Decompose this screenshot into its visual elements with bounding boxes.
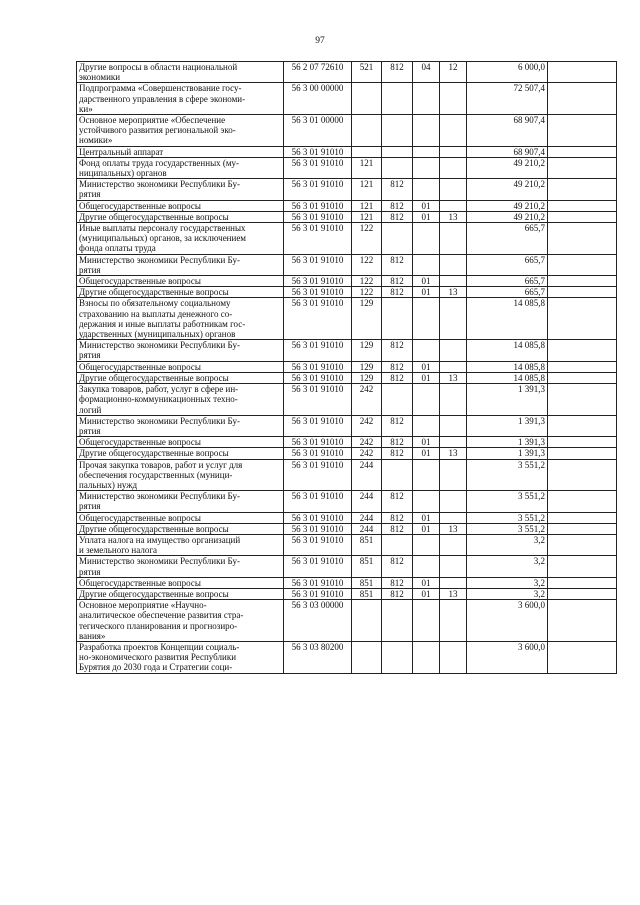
row-grbs-cell: 812 [382, 276, 413, 287]
row-expense-type-cell: 122 [352, 223, 382, 255]
row-amount-cell: 14 085,8 [467, 361, 548, 372]
row-section-cell [413, 415, 440, 436]
row-csr-code-cell: 56 2 07 72610 [284, 62, 352, 83]
row-expense-type-cell: 851 [352, 556, 382, 577]
row-subsection-cell: 13 [440, 372, 467, 383]
row-empty-cell [548, 340, 617, 361]
row-csr-code-cell: 56 3 01 91010 [284, 512, 352, 523]
row-name-cell: Общегосударственные вопросы [77, 512, 284, 523]
row-name-cell: Прочая закупка товаров, работ и услуг для обеспечения государственных (муници- пальных) нужд [77, 459, 284, 491]
row-csr-code-cell: 56 3 01 91010 [284, 179, 352, 200]
table-row [77, 459, 617, 491]
row-subsection-cell [440, 361, 467, 372]
row-section-cell [413, 115, 440, 147]
budget-table [76, 61, 617, 674]
row-empty-cell [548, 146, 617, 157]
row-empty-cell [548, 115, 617, 147]
table-row [77, 287, 617, 298]
table-row [77, 523, 617, 534]
row-subsection-cell [440, 83, 467, 115]
row-name-cell: Министерство экономики Республики Бу- рятия [77, 491, 284, 512]
row-grbs-cell: 812 [382, 415, 413, 436]
row-empty-cell [548, 448, 617, 459]
row-amount-cell: 3,2 [467, 588, 548, 599]
row-empty-cell [548, 287, 617, 298]
row-grbs-cell: 812 [382, 254, 413, 275]
row-subsection-cell [440, 157, 467, 178]
row-empty-cell [548, 491, 617, 512]
row-grbs-cell [382, 384, 413, 416]
row-name-cell: Общегосударственные вопросы [77, 361, 284, 372]
row-grbs-cell [382, 157, 413, 178]
row-csr-code-cell: 56 3 01 91010 [284, 298, 352, 340]
row-name-cell: Общегосударственные вопросы [77, 276, 284, 287]
row-section-cell: 01 [413, 372, 440, 383]
row-empty-cell [548, 556, 617, 577]
table-body [77, 62, 617, 674]
row-expense-type-cell: 129 [352, 372, 382, 383]
row-csr-code-cell: 56 3 01 91010 [284, 448, 352, 459]
row-amount-cell: 3,2 [467, 534, 548, 555]
row-name-cell: Другие общегосударственные вопросы [77, 588, 284, 599]
table-row [77, 600, 617, 642]
table-row [77, 223, 617, 255]
row-amount-cell: 49 210,2 [467, 200, 548, 211]
row-amount-cell: 49 210,2 [467, 179, 548, 200]
table-row [77, 83, 617, 115]
row-subsection-cell [440, 459, 467, 491]
row-section-cell [413, 83, 440, 115]
row-subsection-cell: 12 [440, 62, 467, 83]
table-row [77, 437, 617, 448]
row-csr-code-cell: 56 3 01 91010 [284, 577, 352, 588]
row-amount-cell: 49 210,2 [467, 211, 548, 222]
row-grbs-cell: 812 [382, 448, 413, 459]
row-empty-cell [548, 641, 617, 673]
row-name-cell: Другие общегосударственные вопросы [77, 211, 284, 222]
row-empty-cell [548, 437, 617, 448]
table-row [77, 491, 617, 512]
row-empty-cell [548, 415, 617, 436]
row-name-cell: Другие общегосударственные вопросы [77, 448, 284, 459]
row-amount-cell: 3 600,0 [467, 600, 548, 642]
row-grbs-cell: 812 [382, 340, 413, 361]
row-name-cell: Другие общегосударственные вопросы [77, 287, 284, 298]
row-section-cell [413, 384, 440, 416]
row-subsection-cell [440, 577, 467, 588]
row-empty-cell [548, 179, 617, 200]
row-empty-cell [548, 588, 617, 599]
table-row [77, 62, 617, 83]
row-csr-code-cell: 56 3 01 91010 [284, 556, 352, 577]
row-subsection-cell [440, 384, 467, 416]
row-grbs-cell [382, 115, 413, 147]
row-grbs-cell: 812 [382, 556, 413, 577]
row-section-cell [413, 556, 440, 577]
row-name-cell: Общегосударственные вопросы [77, 577, 284, 588]
row-section-cell: 01 [413, 211, 440, 222]
row-amount-cell: 665,7 [467, 223, 548, 255]
row-amount-cell: 1 391,3 [467, 384, 548, 416]
table-row [77, 361, 617, 372]
row-expense-type-cell: 851 [352, 588, 382, 599]
row-subsection-cell [440, 115, 467, 147]
row-amount-cell: 3 600,0 [467, 641, 548, 673]
row-section-cell: 01 [413, 200, 440, 211]
row-amount-cell: 68 907,4 [467, 115, 548, 147]
row-amount-cell: 49 210,2 [467, 157, 548, 178]
row-csr-code-cell: 56 3 01 91010 [284, 223, 352, 255]
row-subsection-cell [440, 491, 467, 512]
row-section-cell: 01 [413, 361, 440, 372]
row-section-cell [413, 179, 440, 200]
table-row [77, 179, 617, 200]
table-row [77, 157, 617, 178]
row-csr-code-cell: 56 3 01 91010 [284, 415, 352, 436]
row-empty-cell [548, 200, 617, 211]
row-subsection-cell [440, 340, 467, 361]
row-amount-cell: 68 907,4 [467, 146, 548, 157]
row-name-cell: Общегосударственные вопросы [77, 437, 284, 448]
row-name-cell: Министерство экономики Республики Бу- рятия [77, 254, 284, 275]
row-grbs-cell [382, 641, 413, 673]
row-expense-type-cell: 521 [352, 62, 382, 83]
row-section-cell: 01 [413, 588, 440, 599]
row-expense-type-cell: 242 [352, 415, 382, 436]
row-grbs-cell: 812 [382, 361, 413, 372]
row-empty-cell [548, 459, 617, 491]
row-name-cell: Министерство экономики Республики Бу- рятия [77, 415, 284, 436]
row-name-cell: Уплата налога на имущество организаций и земельного налога [77, 534, 284, 555]
row-csr-code-cell: 56 3 01 91010 [284, 534, 352, 555]
row-name-cell: Министерство экономики Республики Бу- рятия [77, 179, 284, 200]
row-empty-cell [548, 600, 617, 642]
row-section-cell [413, 534, 440, 555]
row-name-cell: Министерство экономики Республики Бу- рятия [77, 556, 284, 577]
row-expense-type-cell: 851 [352, 577, 382, 588]
row-csr-code-cell: 56 3 01 91010 [284, 523, 352, 534]
row-amount-cell: 3 551,2 [467, 512, 548, 523]
row-expense-type-cell: 242 [352, 384, 382, 416]
row-section-cell: 01 [413, 437, 440, 448]
row-expense-type-cell: 244 [352, 523, 382, 534]
row-expense-type-cell: 122 [352, 276, 382, 287]
row-empty-cell [548, 62, 617, 83]
row-csr-code-cell: 56 3 01 91010 [284, 287, 352, 298]
table-row [77, 200, 617, 211]
row-grbs-cell [382, 600, 413, 642]
row-expense-type-cell: 121 [352, 200, 382, 211]
page-number: 97 [315, 36, 325, 46]
row-csr-code-cell: 56 3 01 91010 [284, 491, 352, 512]
row-subsection-cell: 13 [440, 448, 467, 459]
row-empty-cell [548, 512, 617, 523]
row-empty-cell [548, 372, 617, 383]
row-amount-cell: 3,2 [467, 556, 548, 577]
row-empty-cell [548, 211, 617, 222]
row-subsection-cell: 13 [440, 287, 467, 298]
row-amount-cell: 3 551,2 [467, 459, 548, 491]
row-subsection-cell [440, 556, 467, 577]
row-csr-code-cell: 56 3 01 91010 [284, 254, 352, 275]
row-amount-cell: 665,7 [467, 287, 548, 298]
row-subsection-cell: 13 [440, 211, 467, 222]
row-section-cell [413, 600, 440, 642]
row-expense-type-cell [352, 641, 382, 673]
row-section-cell [413, 157, 440, 178]
table-row [77, 372, 617, 383]
row-name-cell: Основное мероприятие «Обеспечение устойчивого развития региональной эко- номики» [77, 115, 284, 147]
row-grbs-cell [382, 146, 413, 157]
row-grbs-cell: 812 [382, 179, 413, 200]
row-subsection-cell [440, 254, 467, 275]
row-name-cell: Подпрограмма «Совершенствование госу- дарственного управления в сфере экономи- ки» [77, 83, 284, 115]
row-grbs-cell: 812 [382, 287, 413, 298]
row-grbs-cell [382, 534, 413, 555]
row-name-cell: Другие вопросы в области национальной экономики [77, 62, 284, 83]
row-grbs-cell: 812 [382, 372, 413, 383]
table-row [77, 641, 617, 673]
row-expense-type-cell: 242 [352, 437, 382, 448]
row-csr-code-cell: 56 3 01 00000 [284, 115, 352, 147]
row-csr-code-cell: 56 3 01 91010 [284, 588, 352, 599]
row-csr-code-cell: 56 3 03 80200 [284, 641, 352, 673]
table-row [77, 448, 617, 459]
row-expense-type-cell: 129 [352, 361, 382, 372]
row-amount-cell: 14 085,8 [467, 372, 548, 383]
row-csr-code-cell: 56 3 01 91010 [284, 146, 352, 157]
row-name-cell: Иные выплаты персоналу государственных (муниципальных) органов, за исключением фонда оплаты труда [77, 223, 284, 255]
row-amount-cell: 665,7 [467, 276, 548, 287]
row-subsection-cell [440, 534, 467, 555]
row-name-cell: Фонд оплаты труда государственных (му- ниципальных) органов [77, 157, 284, 178]
row-grbs-cell: 812 [382, 512, 413, 523]
row-section-cell [413, 340, 440, 361]
table-row [77, 415, 617, 436]
row-name-cell: Закупка товаров, работ, услуг в сфере ин- формационно-коммуникационных техно- логий [77, 384, 284, 416]
table-row [77, 276, 617, 287]
row-expense-type-cell [352, 115, 382, 147]
table-row [77, 512, 617, 523]
row-csr-code-cell: 56 3 01 91010 [284, 157, 352, 178]
row-csr-code-cell: 56 3 01 91010 [284, 211, 352, 222]
row-empty-cell [548, 254, 617, 275]
row-amount-cell: 72 507,4 [467, 83, 548, 115]
row-subsection-cell [440, 200, 467, 211]
row-subsection-cell [440, 437, 467, 448]
row-expense-type-cell: 122 [352, 287, 382, 298]
row-section-cell [413, 459, 440, 491]
row-section-cell [413, 223, 440, 255]
row-empty-cell [548, 298, 617, 340]
row-grbs-cell [382, 459, 413, 491]
row-subsection-cell [440, 179, 467, 200]
row-subsection-cell [440, 641, 467, 673]
table-row [77, 211, 617, 222]
row-subsection-cell [440, 600, 467, 642]
row-grbs-cell: 812 [382, 200, 413, 211]
row-amount-cell: 3 551,2 [467, 491, 548, 512]
row-grbs-cell: 812 [382, 588, 413, 599]
row-name-cell: Центральный аппарат [77, 146, 284, 157]
row-subsection-cell [440, 512, 467, 523]
table-row [77, 588, 617, 599]
row-empty-cell [548, 276, 617, 287]
table-row [77, 340, 617, 361]
row-section-cell [413, 298, 440, 340]
row-grbs-cell [382, 298, 413, 340]
row-amount-cell: 1 391,3 [467, 448, 548, 459]
row-subsection-cell: 13 [440, 588, 467, 599]
row-grbs-cell: 812 [382, 577, 413, 588]
row-section-cell: 04 [413, 62, 440, 83]
row-csr-code-cell: 56 3 01 91010 [284, 437, 352, 448]
row-expense-type-cell: 244 [352, 459, 382, 491]
table-row [77, 298, 617, 340]
row-subsection-cell [440, 298, 467, 340]
row-subsection-cell [440, 146, 467, 157]
row-expense-type-cell: 121 [352, 157, 382, 178]
row-csr-code-cell: 56 3 01 91010 [284, 200, 352, 211]
row-grbs-cell: 812 [382, 523, 413, 534]
row-name-cell: Взносы по обязательному социальному страхованию на выплаты денежного со- держания и иные выплаты работникам гос- ударственных (муниципальных) органов [77, 298, 284, 340]
row-amount-cell: 1 391,3 [467, 437, 548, 448]
row-subsection-cell [440, 223, 467, 255]
table-row [77, 577, 617, 588]
row-name-cell: Разработка проектов Концепции социаль- но-экономического развития Республики Бурятия до 2030 года и Стратегии соци- [77, 641, 284, 673]
row-expense-type-cell: 244 [352, 512, 382, 523]
row-expense-type-cell [352, 83, 382, 115]
row-subsection-cell [440, 276, 467, 287]
row-amount-cell: 6 000,0 [467, 62, 548, 83]
row-grbs-cell: 812 [382, 211, 413, 222]
row-amount-cell: 3 551,2 [467, 523, 548, 534]
row-csr-code-cell: 56 3 01 91010 [284, 340, 352, 361]
row-expense-type-cell: 129 [352, 340, 382, 361]
row-csr-code-cell: 56 3 03 00000 [284, 600, 352, 642]
row-amount-cell: 14 085,8 [467, 298, 548, 340]
row-empty-cell [548, 523, 617, 534]
row-amount-cell: 665,7 [467, 254, 548, 275]
row-expense-type-cell: 121 [352, 211, 382, 222]
row-empty-cell [548, 384, 617, 416]
row-section-cell [413, 146, 440, 157]
table-row [77, 534, 617, 555]
table-row [77, 254, 617, 275]
row-grbs-cell: 812 [382, 437, 413, 448]
row-empty-cell [548, 83, 617, 115]
row-expense-type-cell [352, 600, 382, 642]
row-name-cell: Другие общегосударственные вопросы [77, 523, 284, 534]
row-grbs-cell: 812 [382, 491, 413, 512]
table-row [77, 146, 617, 157]
row-expense-type-cell: 851 [352, 534, 382, 555]
row-csr-code-cell: 56 3 01 91010 [284, 384, 352, 416]
row-grbs-cell [382, 83, 413, 115]
row-csr-code-cell: 56 3 00 00000 [284, 83, 352, 115]
row-section-cell [413, 491, 440, 512]
row-section-cell: 01 [413, 276, 440, 287]
row-name-cell: Министерство экономики Республики Бу- рятия [77, 340, 284, 361]
row-expense-type-cell [352, 146, 382, 157]
row-csr-code-cell: 56 3 01 91010 [284, 372, 352, 383]
row-expense-type-cell: 242 [352, 448, 382, 459]
row-empty-cell [548, 157, 617, 178]
row-amount-cell: 3,2 [467, 577, 548, 588]
row-section-cell: 01 [413, 287, 440, 298]
row-subsection-cell: 13 [440, 523, 467, 534]
row-expense-type-cell: 129 [352, 298, 382, 340]
row-expense-type-cell: 244 [352, 491, 382, 512]
row-section-cell: 01 [413, 512, 440, 523]
row-section-cell: 01 [413, 523, 440, 534]
row-csr-code-cell: 56 3 01 91010 [284, 276, 352, 287]
row-expense-type-cell: 122 [352, 254, 382, 275]
row-grbs-cell: 812 [382, 62, 413, 83]
table-row [77, 384, 617, 416]
row-subsection-cell [440, 415, 467, 436]
row-amount-cell: 1 391,3 [467, 415, 548, 436]
row-csr-code-cell: 56 3 01 91010 [284, 361, 352, 372]
row-empty-cell [548, 534, 617, 555]
row-amount-cell: 14 085,8 [467, 340, 548, 361]
row-section-cell [413, 254, 440, 275]
row-expense-type-cell: 121 [352, 179, 382, 200]
row-name-cell: Общегосударственные вопросы [77, 200, 284, 211]
row-name-cell: Другие общегосударственные вопросы [77, 372, 284, 383]
row-grbs-cell [382, 223, 413, 255]
row-csr-code-cell: 56 3 01 91010 [284, 459, 352, 491]
table-row [77, 556, 617, 577]
table-row [77, 115, 617, 147]
row-name-cell: Основное мероприятие «Научно- аналитическое обеспечение развития стра- тегического планирования и прогнозиро- вания» [77, 600, 284, 642]
row-section-cell [413, 641, 440, 673]
row-empty-cell [548, 223, 617, 255]
row-section-cell: 01 [413, 448, 440, 459]
row-section-cell: 01 [413, 577, 440, 588]
row-empty-cell [548, 361, 617, 372]
row-empty-cell [548, 577, 617, 588]
